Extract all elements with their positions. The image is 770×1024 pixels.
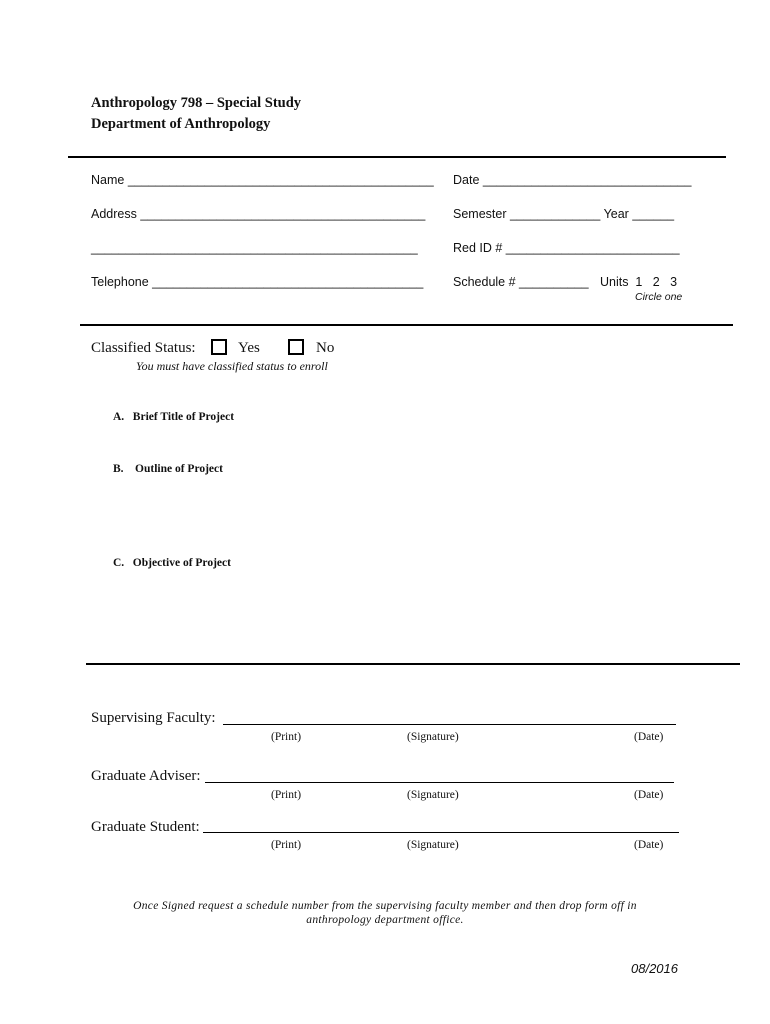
section-a-title: A. Brief Title of Project bbox=[113, 411, 235, 423]
course-title: Anthropology 798 – Special Study bbox=[91, 95, 302, 111]
graduate-adviser-label: Graduate Adviser: bbox=[91, 768, 201, 784]
classified-yes-label: Yes bbox=[238, 340, 260, 356]
supervising-faculty-print-caption: (Print) bbox=[271, 731, 302, 743]
supervising-faculty-date-caption: (Date) bbox=[634, 731, 664, 743]
graduate-adviser-signature-line[interactable] bbox=[205, 782, 674, 783]
header-divider bbox=[68, 156, 726, 158]
classified-no-checkbox[interactable] bbox=[288, 339, 304, 355]
department-name: Department of Anthropology bbox=[91, 116, 271, 132]
classified-yes-checkbox[interactable] bbox=[211, 339, 227, 355]
schedule-number-field[interactable]: Schedule # __________ bbox=[453, 275, 589, 289]
name-field[interactable]: Name ____________________________________________ bbox=[91, 173, 434, 187]
graduate-adviser-date-caption: (Date) bbox=[634, 789, 664, 801]
date-field[interactable]: Date ______________________________ bbox=[453, 173, 692, 187]
graduate-student-print-caption: (Print) bbox=[271, 839, 302, 851]
telephone-field[interactable]: Telephone _______________________________________ bbox=[91, 275, 424, 289]
address-line2-field[interactable]: _______________________________________________ bbox=[91, 241, 418, 255]
instructions-line-1: Once Signed request a schedule number from the supervising faculty member and then drop form off in bbox=[133, 900, 637, 912]
graduate-student-signature-caption: (Signature) bbox=[407, 839, 459, 851]
supervising-faculty-signature-caption: (Signature) bbox=[407, 731, 459, 743]
supervising-faculty-signature-line[interactable] bbox=[223, 724, 676, 725]
fields-divider bbox=[80, 324, 733, 326]
section-c-title: C. Objective of Project bbox=[113, 557, 231, 569]
semester-year-field[interactable]: Semester _____________ Year ______ bbox=[453, 207, 675, 221]
graduate-student-signature-line[interactable] bbox=[203, 832, 679, 833]
section-b-title: B. Outline of Project bbox=[113, 463, 223, 475]
graduate-student-date-caption: (Date) bbox=[634, 839, 664, 851]
red-id-field[interactable]: Red ID # _________________________ bbox=[453, 241, 680, 255]
address-field[interactable]: Address _________________________________________ bbox=[91, 207, 426, 221]
form-revision-date: 08/2016 bbox=[631, 961, 678, 976]
graduate-adviser-signature-caption: (Signature) bbox=[407, 789, 459, 801]
sections-divider bbox=[86, 663, 740, 665]
circle-one-note: Circle one bbox=[635, 291, 683, 303]
classified-no-label: No bbox=[316, 340, 335, 356]
units-options[interactable]: Units 1 2 3 bbox=[600, 275, 678, 289]
classified-status-label: Classified Status: bbox=[91, 340, 196, 356]
classified-note: You must have classified status to enroll bbox=[136, 359, 328, 373]
graduate-student-label: Graduate Student: bbox=[91, 819, 200, 835]
instructions-line-2: anthropology department office. bbox=[306, 914, 464, 926]
graduate-adviser-print-caption: (Print) bbox=[271, 789, 302, 801]
supervising-faculty-label: Supervising Faculty: bbox=[91, 710, 216, 726]
